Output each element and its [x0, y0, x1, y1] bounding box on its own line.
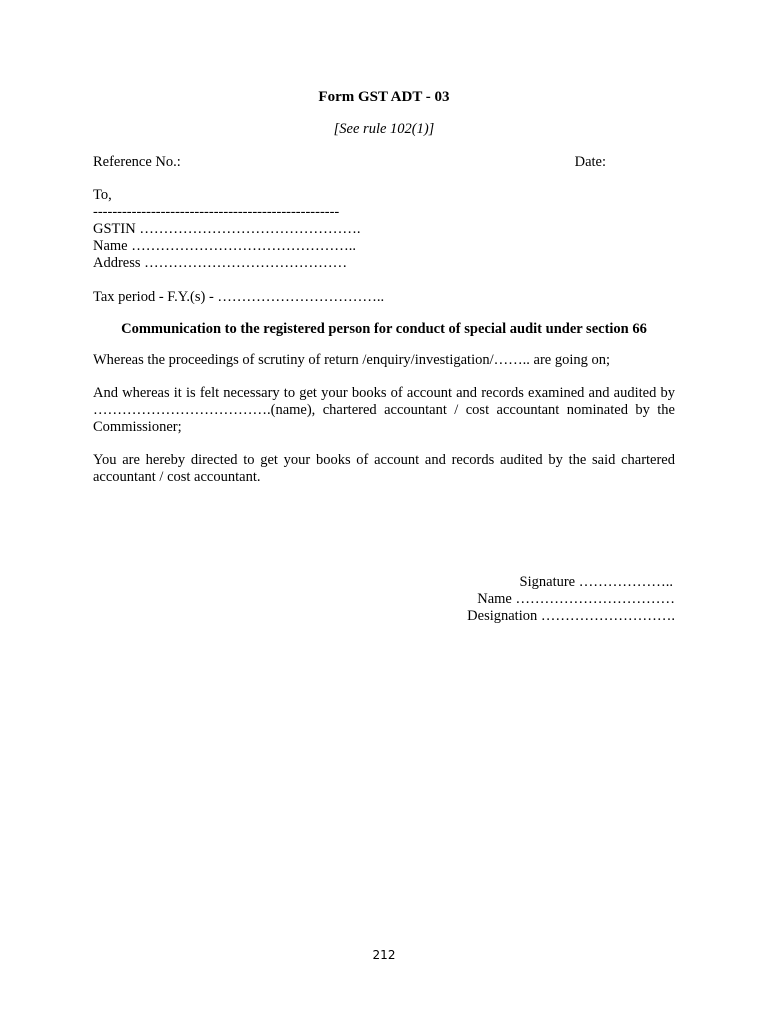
gstin-line: GSTIN ………………………………………. — [93, 221, 361, 237]
date-label: Date: — [574, 154, 606, 170]
tax-period-line: Tax period - F.Y.(s) - …………………………….. — [93, 289, 385, 305]
reference-label: Reference No.: — [93, 154, 181, 170]
rule-reference: [See rule 102(1)] — [333, 121, 435, 137]
to-label: To, — [93, 187, 112, 203]
signature-line: Signature ……………….. — [519, 574, 673, 590]
dash-line: --------------------------------------------------- — [93, 204, 340, 220]
paragraph-audit-necessity: And whereas it is felt necessary to get your books of account and records examined and audited by ……………………………….(name), chartered accountant / cost accountant nominated by the Commissioner; — [93, 385, 675, 435]
address-line: Address …………………………………… — [93, 255, 348, 271]
page-number: 212 — [372, 948, 396, 962]
reference-date-row — [93, 153, 675, 171]
communication-heading: Communication to the registered person for conduct of special audit under section 66 — [121, 321, 647, 337]
signature-block — [467, 574, 675, 625]
paragraph-proceedings: Whereas the proceedings of scrutiny of return /enquiry/investigation/…….. are going on; — [93, 352, 611, 368]
form-title: Form GST ADT - 03 — [318, 89, 450, 105]
addressee-block — [93, 187, 675, 272]
paragraph-direction: You are hereby directed to get your books of account and records audited by the said chartered accountant / cost accountant. — [93, 452, 675, 485]
designation-line: Designation ………………………. — [467, 608, 675, 624]
signatory-name-line: Name …………………………… — [477, 591, 675, 607]
name-line: Name ……………………………………….. — [93, 238, 356, 254]
form-body — [93, 86, 675, 486]
